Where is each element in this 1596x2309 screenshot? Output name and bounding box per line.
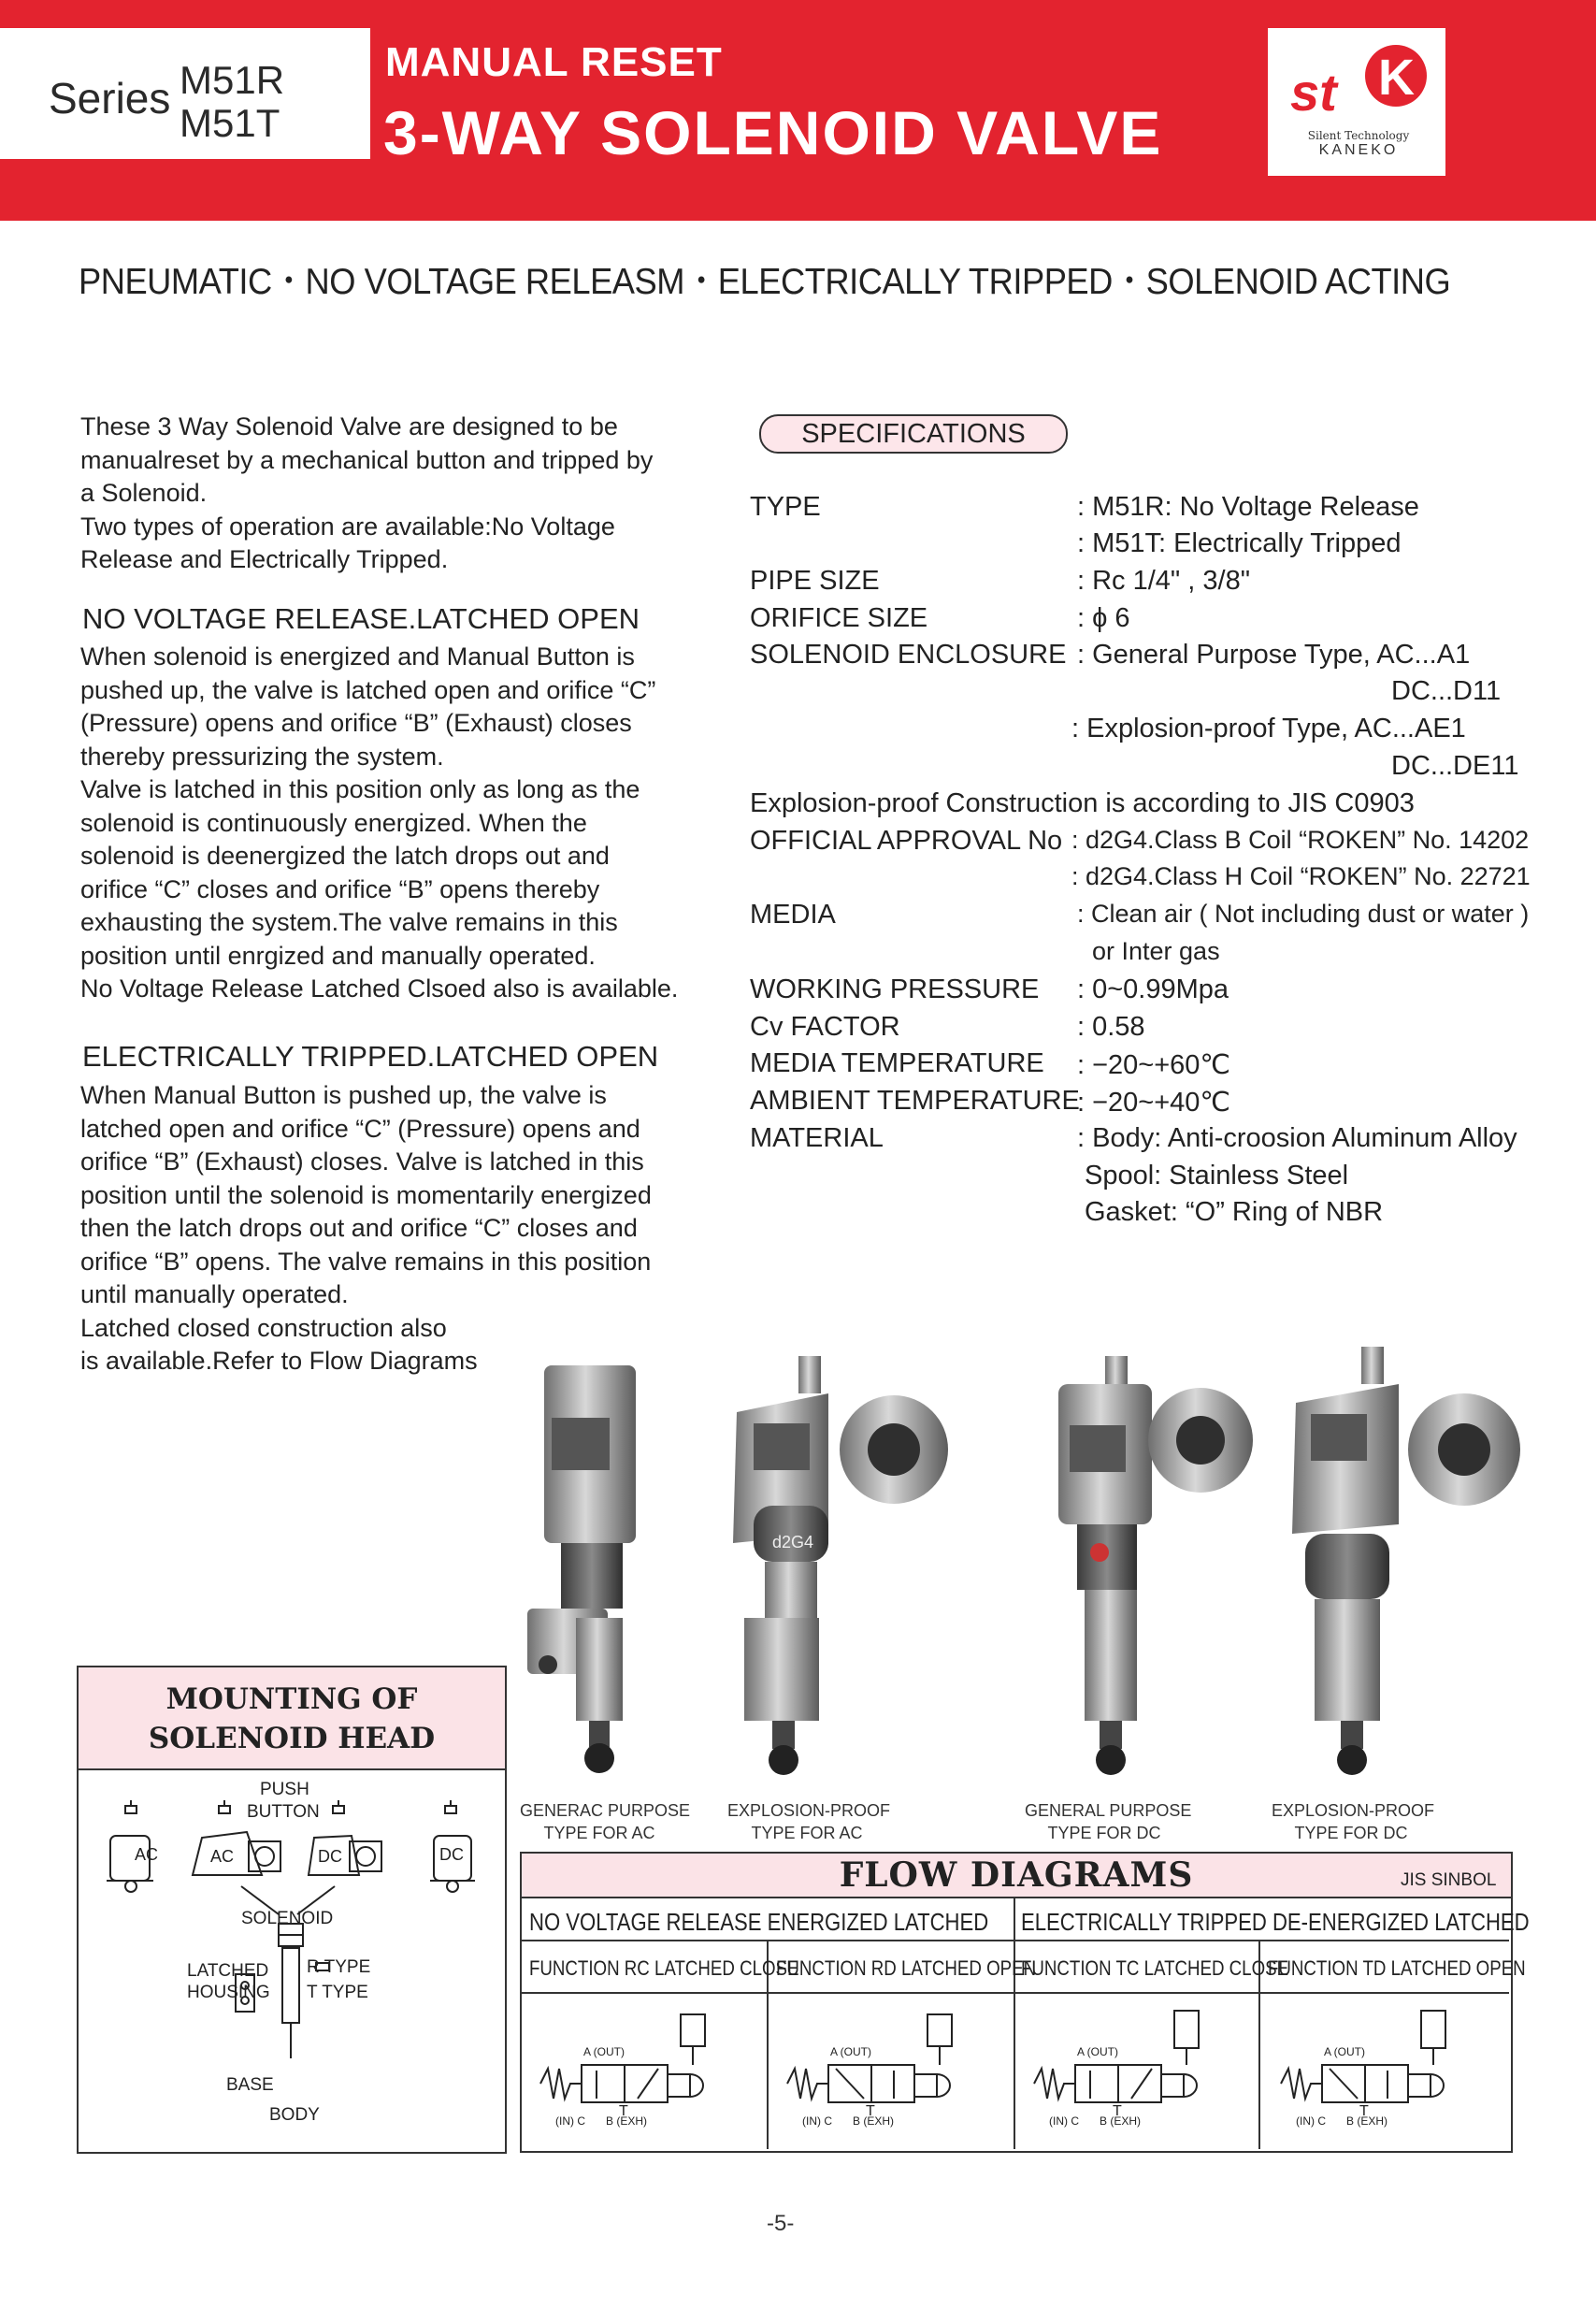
port-exh-label: B (EXH) (853, 2114, 895, 2128)
flow-symbol-rd (787, 2014, 952, 2102)
housing-label: HOUSING (187, 1983, 270, 2002)
intro-line: Two types of operation are available:No Voltage (80, 512, 615, 541)
series-label: Series (49, 74, 171, 123)
intro-line: manualreset by a mechanical button and tripped by (80, 445, 654, 474)
port-in-label: (IN) C (1296, 2114, 1326, 2128)
port-out-label: A (OUT) (830, 2045, 871, 2058)
port-in-label: (IN) C (802, 2114, 832, 2128)
spec-media-temp-value: : −20~+60℃ (1077, 1050, 1231, 1080)
spec-pressure-label: WORKING PRESSURE (750, 974, 1040, 1004)
spec-cv-label: Cv FACTOR (750, 1012, 900, 1042)
port-out-label: A (OUT) (583, 2045, 625, 2058)
flow-group-nvr: NO VOLTAGE RELEASE ENERGIZED LATCHED (529, 1908, 989, 1936)
spec-orifice-value: : ϕ 6 (1077, 603, 1130, 633)
product-photo-general-ac (527, 1365, 636, 1773)
et-line: is available.Refer to Flow Diagrams (80, 1347, 478, 1375)
flow-function-td: FUNCTION TD LATCHED OPEN (1268, 1956, 1526, 1980)
flow-group-et: ELECTRICALLY TRIPPED DE-ENERGIZED LATCHED (1021, 1908, 1530, 1936)
product-caption-line: EXPLOSION-PROOF (1272, 1801, 1435, 1820)
header-kicker: MANUAL RESET (385, 39, 723, 85)
spec-enclosure-value: : General Purpose Type, AC...A1 (1077, 640, 1471, 670)
spec-material-value: Spool: Stainless Steel (1085, 1161, 1349, 1191)
spec-ambient-temp-label: AMBIENT TEMPERATURE (750, 1086, 1080, 1116)
head-ac-label: AC (135, 1845, 159, 1864)
spec-ambient-temp-value: : −20~+40℃ (1077, 1088, 1231, 1118)
spec-material-value: Gasket: “O” Ring of NBR (1085, 1197, 1384, 1227)
product-photo-explosion-dc (1292, 1347, 1520, 1775)
port-exh-label: B (EXH) (1346, 2114, 1388, 2128)
port-t-label: T (1113, 2103, 1122, 2119)
et-line: Latched closed construction also (80, 1313, 447, 1342)
mounting-title-line: MOUNTING OF (165, 1682, 418, 1716)
intro-line: a Solenoid. (80, 479, 208, 507)
et-heading: ELECTRICALLY TRIPPED.LATCHED OPEN (82, 1040, 659, 1073)
product-caption-line: TYPE FOR AC (543, 1824, 655, 1842)
feature-subtitle: PNEUMATIC・NO VOLTAGE RELEASM・ELECTRICALLY TRIPPED・SOLENOID ACTING (79, 262, 1451, 302)
product-caption (520, 1799, 691, 1844)
flow-symbols (522, 1994, 1509, 2149)
product-caption (1272, 1799, 1435, 1844)
port-out-label: A (OUT) (1077, 2045, 1118, 2058)
et-line: then the latch drops out and orifice “C” closes and (80, 1214, 638, 1242)
port-in-label: (IN) C (555, 2114, 585, 2128)
spec-material-value: : Body: Anti-croosion Aluminum Alloy (1077, 1123, 1517, 1153)
spec-enclosure-value: DC...D11 (1391, 676, 1502, 706)
spec-pipe-value: : Rc 1/4" , 3/8" (1077, 566, 1251, 596)
et-line: position until the solenoid is momentarily energized (80, 1180, 652, 1209)
product-caption-line: EXPLOSION-PROOF (727, 1801, 891, 1820)
et-line: orifice “B” opens. The valve remains in this position (80, 1247, 652, 1276)
port-t-label: T (1359, 2103, 1369, 2119)
flow-function-rd: FUNCTION RD LATCHED OPEN (776, 1956, 1037, 1980)
product-caption-line: GENERAL PURPOSE (1025, 1801, 1192, 1820)
series-code-m51r: M51R (180, 58, 285, 102)
product-caption-line: TYPE FOR AC (751, 1824, 863, 1842)
spec-material-label: MATERIAL (750, 1123, 884, 1153)
nvr-line: exhausting the system.The valve remains in this (80, 908, 618, 936)
nvr-line: solenoid is deenergized the latch drops out and (80, 842, 610, 870)
et-line: until manually operated. (80, 1280, 349, 1308)
product-photos (520, 1347, 1530, 1786)
page-number: -5- (767, 2211, 795, 2236)
et-line: orifice “B” (Exhaust) closes. Valve is latched in this (80, 1147, 644, 1176)
mounting-diagram (79, 1770, 503, 2148)
product-caption-line: TYPE FOR DC (1047, 1824, 1161, 1842)
product-caption-line: GENERAC PURPOSE (520, 1801, 691, 1820)
product-plate-text: d2G4 (772, 1533, 814, 1551)
spec-approval-value: : d2G4.Class B Coil “ROKEN” No. 14202 (1071, 826, 1530, 854)
mounting-title-line: SOLENOID HEAD (148, 1722, 436, 1755)
product-caption (727, 1799, 891, 1844)
spec-type-value: : M51T: Electrically Tripped (1077, 528, 1402, 558)
product-photo-general-dc (1058, 1356, 1253, 1775)
spec-approval-label: OFFICIAL APPROVAL No (750, 826, 1063, 856)
t-type-label: T TYPE (307, 1983, 368, 2002)
port-exh-label: B (EXH) (1100, 2114, 1142, 2128)
head-ac-label: AC (210, 1847, 235, 1866)
nvr-line: (Pressure) opens and orifice “B” (Exhaust) closes (80, 709, 632, 737)
port-in-label: (IN) C (1049, 2114, 1079, 2128)
flow-symbol-rc (540, 2014, 705, 2102)
port-out-label: A (OUT) (1324, 2045, 1365, 2058)
nvr-line: thereby pressurizing the system. (80, 742, 444, 771)
nvr-line: Valve is latched in this position only as long as the (80, 775, 640, 803)
flow-diagrams-title: FLOW DIAGRAMS (839, 1855, 1194, 1895)
r-type-label: R TYPE (307, 1957, 371, 1977)
spec-type-label: TYPE (750, 492, 821, 522)
spec-media-label: MEDIA (750, 900, 836, 930)
et-line: latched open and orifice “C” (Pressure) opens and (80, 1114, 640, 1143)
product-caption (1025, 1799, 1192, 1844)
logo-mark: st (1290, 63, 1337, 122)
nvr-line: When solenoid is energized and Manual Button is (80, 642, 635, 671)
nvr-line: solenoid is continuously energized. When the (80, 808, 587, 837)
spec-media-value: or Inter gas (1092, 937, 1220, 965)
intro-line: These 3 Way Solenoid Valve are designed to be (80, 412, 618, 440)
spec-media-temp-label: MEDIA TEMPERATURE (750, 1048, 1044, 1078)
port-t-label: T (866, 2103, 875, 2119)
spec-explosion-note: Explosion-proof Construction is according to JIS C0903 (750, 788, 1415, 818)
nvr-line: position until enrgized and manually operated. (80, 941, 596, 970)
mounting-title (79, 1680, 505, 1758)
port-exh-label: B (EXH) (606, 2114, 648, 2128)
latched-label: LATCHED (187, 1961, 269, 1981)
page-title: 3-WAY SOLENOID VALVE (383, 98, 1163, 167)
head-dc-label: DC (439, 1845, 464, 1864)
logo-company: KANEKO (1318, 142, 1399, 158)
specifications-label: SPECIFICATIONS (759, 414, 1068, 454)
flow-divider (522, 1940, 1509, 1941)
nvr-heading: NO VOLTAGE RELEASE.LATCHED OPEN (82, 602, 640, 635)
base-label: BASE (226, 2075, 274, 2095)
nvr-line: No Voltage Release Latched Clsoed also is available. (80, 974, 679, 1003)
nvr-line: orifice “C” closes and orifice “B” opens thereby (80, 874, 600, 903)
logo-k: K (1378, 50, 1415, 106)
spec-enclosure-value: : Explosion-proof Type, AC...AE1 (1071, 714, 1466, 743)
push-label: PUSH (260, 1780, 309, 1799)
spec-enclosure-value: DC...DE11 (1391, 751, 1519, 781)
spec-orifice-label: ORIFICE SIZE (750, 603, 928, 633)
et-paragraph (80, 1079, 652, 1378)
spec-type-value: : M51R: No Voltage Release (1077, 492, 1419, 522)
product-caption-line: TYPE FOR DC (1294, 1824, 1408, 1842)
spec-cv-value: : 0.58 (1077, 1012, 1145, 1042)
product-photo-explosion-ac (733, 1356, 948, 1775)
flow-function-tc: FUNCTION TC LATCHED CLOSE (1021, 1956, 1289, 1980)
spec-approval-value: : d2G4.Class H Coil “ROKEN” No. 22721 (1071, 862, 1531, 890)
spec-pipe-label: PIPE SIZE (750, 566, 880, 596)
flow-function-rc: FUNCTION RC LATCHED CLOSE (529, 1956, 799, 1980)
button-label: BUTTON (247, 1802, 320, 1822)
port-t-label: T (619, 2103, 628, 2119)
et-line: When Manual Button is pushed up, the valve is (80, 1081, 607, 1109)
head-dc-label: DC (318, 1847, 342, 1866)
series-code-m51t: M51T (180, 101, 280, 145)
logo-tagline: Silent Technology (1307, 129, 1410, 142)
spec-pressure-value: : 0~0.99Mpa (1077, 974, 1229, 1004)
nvr-line: pushed up, the valve is latched open and orifice “C” (80, 675, 656, 704)
solenoid-label: SOLENOID (241, 1909, 334, 1928)
jis-symbol-label: JIS SINBOL (1401, 1870, 1497, 1890)
nvr-paragraph (80, 641, 678, 1006)
body-label: BODY (269, 2105, 320, 2125)
intro-paragraph (80, 411, 653, 577)
spec-enclosure-label: SOLENOID ENCLOSURE (750, 640, 1067, 670)
intro-line: Release and Electrically Tripped. (80, 545, 449, 573)
spec-media-value: : Clean air ( Not including dust or water ) (1077, 900, 1530, 928)
